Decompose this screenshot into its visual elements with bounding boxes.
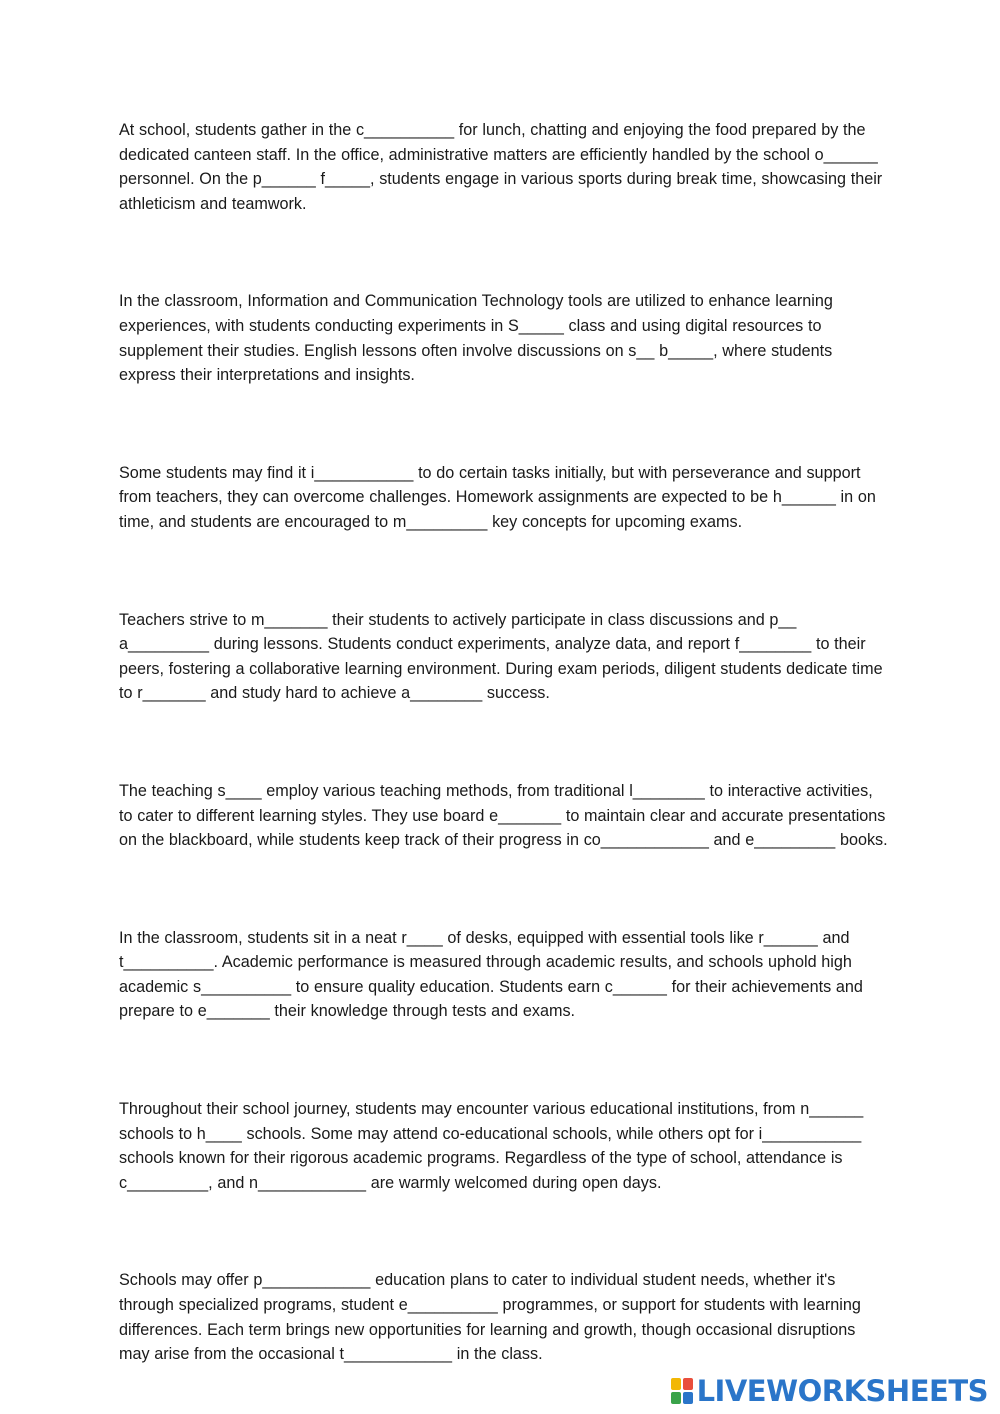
logo-square-green <box>671 1392 681 1404</box>
logo-square-blue <box>683 1392 693 1404</box>
liveworksheets-brand <box>671 1374 988 1408</box>
brand-name: LIVEWORKSHEETS <box>696 1373 988 1408</box>
paragraph-1: At school, students gather in the c__________ for lunch, chatting and enjoying the food prepared by the dedicated canteen staff. In the office, administrative matters are efficiently handled by the school o______ personnel. On the p______ f_____, students engage in various sports during break time, showcasing their athleticism and teamwork. <box>119 121 883 213</box>
logo-square-yellow <box>671 1378 681 1390</box>
worksheet-body <box>119 118 889 1367</box>
logo-square-red <box>683 1378 693 1390</box>
paragraph-3: Some students may find it i___________ to do certain tasks initially, but with perseverance and support from teachers, they can overcome challenges. Homework assignments are expected to be h______ in on time, and students are encouraged to m_________ key concepts for upcoming exams. <box>119 463 876 531</box>
paragraph-8: Schools may offer p____________ education plans to cater to individual student needs, whether it's through specialized programs, student e__________ programmes, or support for students with learning differences. Each term brings new opportunities for learning and growth, though occasional disruptions may arise from the occasional t____________ in the class. <box>119 1271 861 1364</box>
paragraph-6: In the classroom, students sit in a neat r____ of desks, equipped with essential tools like r______ and t__________. Academic performance is measured through academic results, and schools uphold high academic s__________ to ensure quality education. Students earn c______ for their achievements and prepare to e_______ their knowledge through tests and exams. <box>119 928 863 1021</box>
paragraph-4: Teachers strive to m_______ their students to actively participate in class discussions and p__ a_________ during lessons. Students conduct experiments, analyze data, and report f________ to their peers, fostering a collaborative learning environment. During exam periods, diligent students dedicate time to r_______ and study hard to achieve a________ success. <box>119 610 883 703</box>
paragraph-2: In the classroom, Information and Communication Technology tools are utilized to enhance learning experiences, with students conducting experiments in S_____ class and using digital resources to supplement their studies. English lessons often involve discussions on s__ b_____, where students express their interpretations and insights. <box>119 292 833 385</box>
paragraph-5: The teaching s____ employ various teaching methods, from traditional l________ to interactive activities, to cater to different learning styles. They use board e_______ to maintain clear and accurate presentations on the blackboard, while students keep track of their progress in co____________ and e_________ books. <box>119 781 888 850</box>
paragraph-7: Throughout their school journey, students may encounter various educational institutions, from n______ schools to h____ schools. Some may attend co-educational schools, while others opt for i___________ schools known for their rigorous academic programs. Regardless of the type of school, attendance is c_________, and n____________ are warmly welcomed during open days. <box>119 1100 864 1192</box>
liveworksheets-logo-icon <box>671 1378 693 1404</box>
